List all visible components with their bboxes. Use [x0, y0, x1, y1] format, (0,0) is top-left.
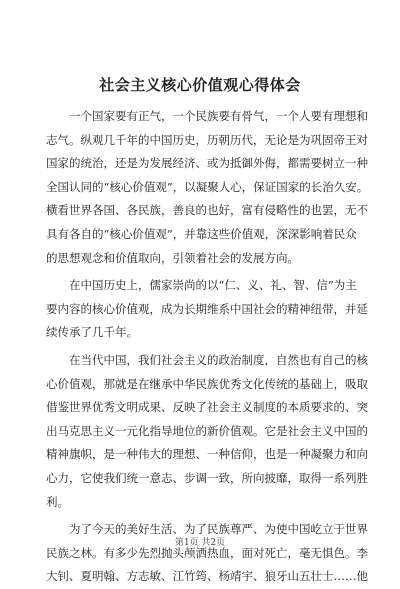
text-line: 一个国家要有正气，一个民族要有骨气，一个人要有理想和	[69, 109, 368, 123]
paragraph-2	[46, 274, 368, 345]
text-line: 利。	[46, 494, 69, 509]
text-line: 精神旗帜，是一种伟大的理想、一种信仰，也是一种凝聚力和向	[46, 447, 368, 462]
paragraph-3	[46, 349, 368, 514]
text-line: 的思想观念和价值取向，引领着社会的发展方向。	[46, 250, 299, 265]
text-line: 心力，它使我们统一意志、步调一致，所向披靡，取得一系列胜	[46, 470, 368, 485]
text-line: 为了今天的美好生活、为了民族尊严、为使中国屹立于世界	[69, 522, 368, 537]
text-line: 出马克思主义一元化指导地位的新价值观。它是社会主义中国的	[46, 423, 368, 438]
text-line: 全国认同的“核心价值观”，以凝聚人心，保证国家的长治久安。	[46, 179, 369, 194]
text-line: 志气。纵观几千年的中国历史，历朝历代，无论是为巩固帝王对	[46, 132, 368, 147]
text-line: 在当代中国，我们社会主义的政治制度，自然也有自己的核	[69, 352, 368, 367]
page-number-footer: 第1页 共2页	[174, 538, 226, 548]
text-line: 续传承了几千年。	[46, 325, 138, 340]
text-line: 国家的统治，还是为发展经济、或为抵御外侮，都需要树立一种	[46, 156, 368, 171]
document-title: 社会主义核心价值观心得体会	[99, 76, 301, 94]
text-line: 大钊、夏明翰、方志敏、江竹筠、杨靖宇、狼牙山五壮士……他	[46, 569, 368, 584]
paragraph-1	[46, 105, 369, 270]
text-line: 横看世界各国、各民族，善良的也好，富有侵略性的也罢，无不	[46, 203, 368, 218]
paragraph-4	[46, 518, 368, 589]
text-line: 借鉴世界优秀文明成果、反映了社会主义制度的本质要求的、突	[46, 400, 368, 415]
text-line: 心价值观，那就是在继承中华民族优秀文化传统的基础上，吸取	[46, 376, 368, 391]
text-line: 在中国历史上，儒家崇尚的以“仁、义、礼、智、信”为主	[69, 278, 357, 293]
text-line: 具有各自的“核心价值观”，并靠这些价值观，深深影响着民众	[46, 226, 357, 241]
text-line: 民族之林。有多少先烈抛头颅洒热血，面对死亡，毫无惧色。李	[46, 545, 368, 560]
text-line: 要内容的核心价值观，成为长期维系中国社会的精神纽带，并延	[46, 301, 368, 316]
